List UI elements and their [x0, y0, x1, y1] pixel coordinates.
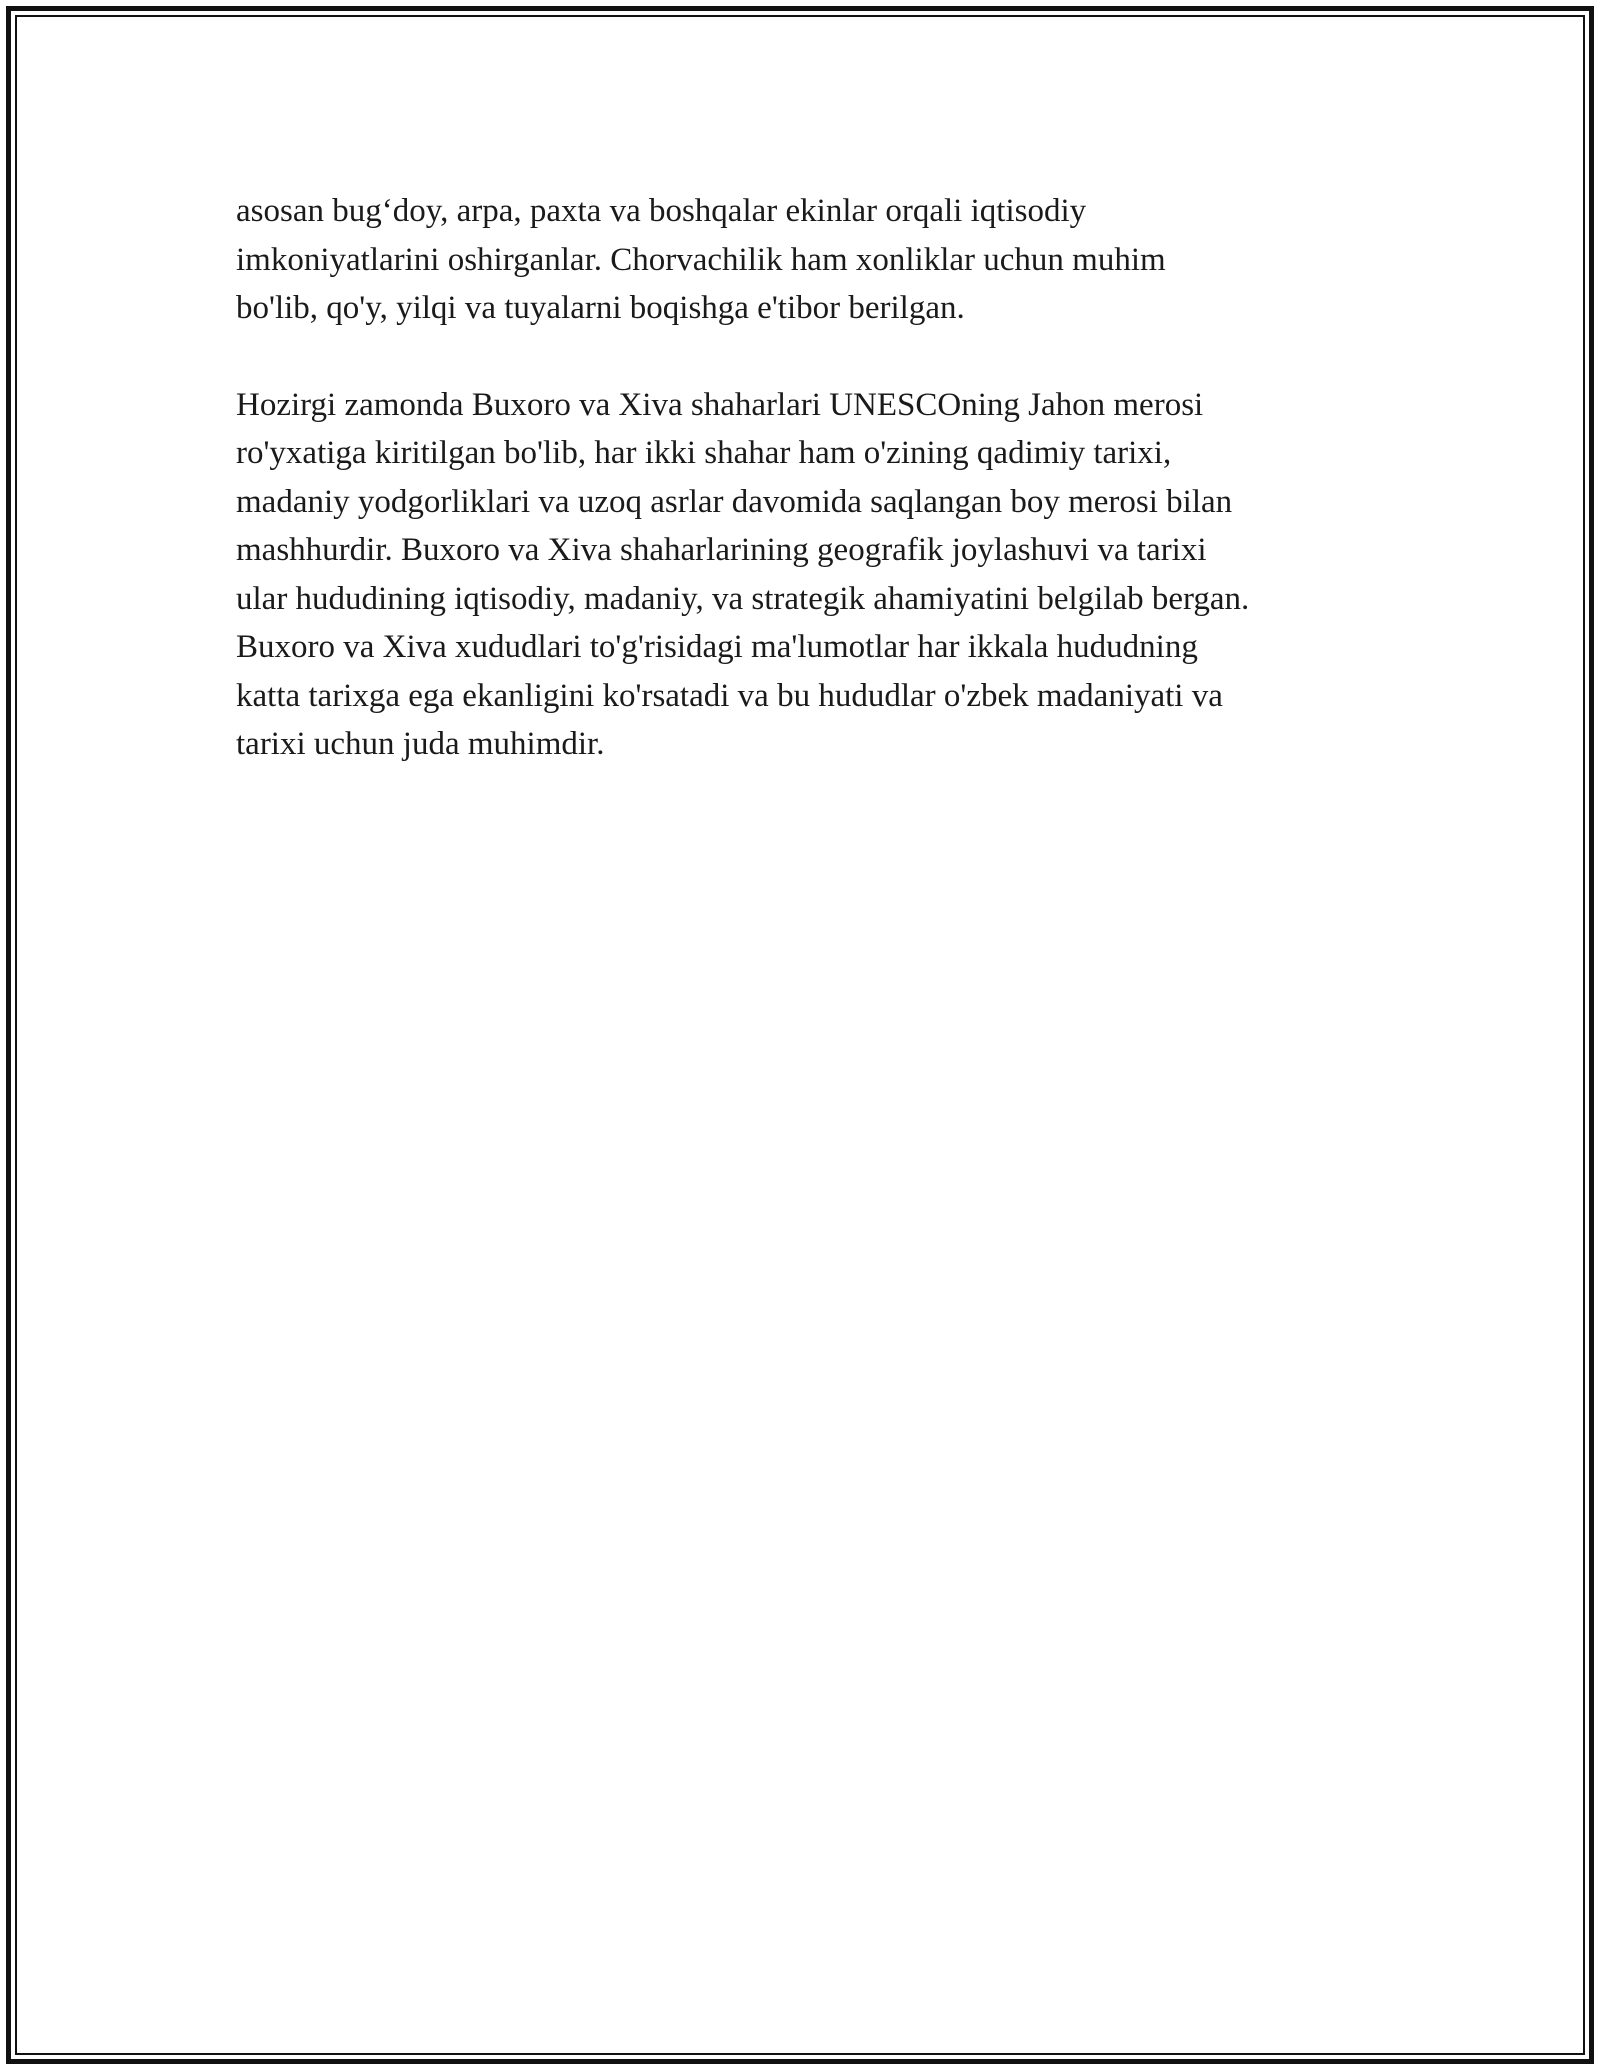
paragraph-2-line-8: tarixi uchun juda muhimdir. — [236, 726, 605, 762]
paragraph-2-line-1: Hozirgi zamonda Buxoro va Xiva shaharlari UNESCOning Jahon merosi — [236, 386, 1204, 423]
paragraph-2-line-3: madaniy yodgorliklari va uzoq asrlar davomida saqlangan boy merosi bilan — [236, 483, 1233, 520]
paragraph-1-line-1: asosan bug‘doy, arpa, paxta va boshqalar ekinlar orqali iqtisodiy — [236, 193, 1087, 229]
paragraph-2-line-4: mashhurdir. Buxoro va Xiva shaharlarining geografik joylashuvi va tarixi — [236, 532, 1207, 568]
paragraph-1-line-2: imkoniyatlarini oshirganlar. Chorvachilik ham xonliklar uchun muhim — [236, 241, 1166, 278]
paragraph-2 — [236, 381, 1376, 769]
paragraph-1 — [236, 187, 1376, 333]
paragraph-2-line-5: ular hududining iqtisodiy, madaniy, va strategik ahamiyatini belgilab bergan. — [236, 580, 1250, 617]
document-body — [236, 187, 1376, 769]
paragraph-2-line-2: ro'yxatiga kiritilgan bo'lib, har ikki shahar ham o'zining qadimiy tarixi, — [236, 435, 1172, 471]
paragraph-2-line-7: katta tarixga ega ekanligini ko'rsatadi va bu hududlar o'zbek madaniyati va — [236, 677, 1223, 714]
paragraph-spacer — [236, 333, 1376, 381]
paragraph-1-line-3: bo'lib, qo'y, yilqi va tuyalarni boqishga e'tibor berilgan. — [236, 290, 965, 326]
paragraph-2-line-6: Buxoro va Xiva xududlari to'g'risidagi ma'lumotlar har ikkala hududning — [236, 629, 1198, 665]
